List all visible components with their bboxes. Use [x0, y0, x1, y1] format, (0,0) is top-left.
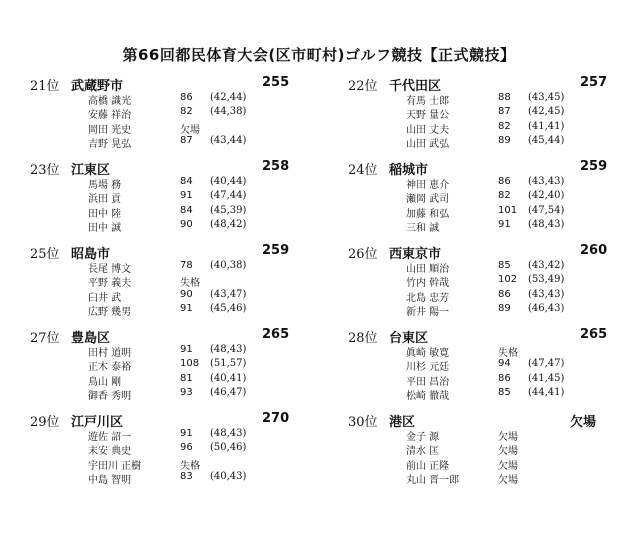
player-score: 82	[498, 190, 511, 202]
team-block	[30, 327, 320, 401]
team-rank: 25位	[30, 247, 60, 262]
player-row	[88, 442, 288, 456]
player-name: 安藤 祥治	[88, 110, 132, 122]
player-name: 長尾 博文	[88, 264, 132, 275]
player-row	[406, 205, 606, 219]
player-name: 田中 陸	[88, 208, 122, 220]
player-name: 末安 典史	[88, 446, 132, 458]
player-list	[406, 176, 606, 233]
player-name: 高橋 識光	[88, 96, 132, 107]
player-halves: (43,44)	[210, 134, 247, 146]
player-score: 82	[498, 120, 511, 132]
player-score: 86	[498, 288, 511, 300]
team-header	[348, 75, 638, 93]
team-header	[30, 411, 320, 429]
team-rank: 30位	[348, 415, 378, 430]
player-row	[406, 471, 606, 485]
team-total: 270	[262, 411, 290, 426]
player-row	[406, 344, 606, 358]
team-total: 260	[580, 243, 608, 258]
team-block	[348, 327, 638, 401]
player-halves: (50,46)	[210, 442, 247, 454]
player-row	[88, 219, 288, 233]
player-score: 欠場	[498, 460, 518, 472]
team-block	[348, 159, 638, 233]
team-name: 豊島区	[71, 331, 111, 346]
player-name: 平田 昌治	[406, 376, 450, 388]
player-halves: (43,42)	[528, 260, 565, 271]
player-score: 82	[180, 106, 193, 118]
player-row	[406, 373, 606, 387]
player-list	[88, 260, 288, 317]
player-name: 天野 量公	[406, 110, 450, 122]
player-score: 83	[180, 470, 193, 482]
player-score: 81	[180, 372, 193, 384]
team-rank: 27位	[30, 331, 60, 346]
team-block	[348, 243, 638, 317]
player-list	[406, 260, 606, 317]
player-name: 前山 正隆	[406, 460, 450, 472]
player-row	[88, 106, 288, 120]
player-row	[406, 358, 606, 372]
player-row	[406, 92, 606, 106]
player-halves: (40,44)	[210, 176, 247, 187]
player-row	[406, 121, 606, 135]
player-name: 松崎 徹哉	[406, 390, 450, 402]
team-rank: 28位	[348, 331, 378, 346]
player-name: 神田 恵介	[406, 180, 450, 191]
player-halves: (43,45)	[528, 92, 565, 103]
player-name: 宇田川 正樹	[88, 460, 142, 472]
player-name: 岡田 光史	[88, 124, 132, 136]
player-list	[406, 92, 606, 149]
player-halves: (42,44)	[210, 92, 247, 103]
player-halves: (44,38)	[210, 106, 247, 118]
player-row	[88, 176, 288, 190]
document-title: 第66回都民体育大会(区市町村)ゴルフ競技【正式競技】	[122, 46, 516, 64]
player-halves: (47,54)	[528, 204, 565, 216]
team-rank: 23位	[30, 163, 60, 178]
player-score: 86	[180, 92, 193, 103]
player-row	[406, 387, 606, 401]
player-name: 鳥山 剛	[88, 376, 122, 388]
player-halves: (45,39)	[210, 204, 247, 216]
player-halves: (40,38)	[210, 260, 247, 271]
player-halves: (48,43)	[210, 428, 247, 439]
player-score: 87	[180, 134, 193, 146]
player-halves: (43,43)	[528, 176, 565, 187]
player-name: 山田 順治	[406, 264, 450, 275]
player-name: 臼井 武	[88, 292, 122, 304]
team-total: 259	[580, 159, 608, 174]
player-halves: (46,43)	[528, 302, 565, 314]
player-score: 91	[180, 190, 193, 202]
player-halves: (45,46)	[210, 302, 247, 314]
player-name: 有馬 士郎	[406, 96, 450, 107]
player-score: 91	[498, 218, 511, 230]
player-halves: (43,43)	[528, 288, 565, 300]
team-rank: 24位	[348, 163, 378, 178]
player-halves: (53,49)	[528, 274, 565, 286]
team-name: 昭島市	[71, 247, 111, 262]
team-rank: 21位	[30, 79, 60, 94]
player-score: 96	[180, 442, 193, 454]
team-rank: 26位	[348, 247, 378, 262]
player-name: 馬場 務	[88, 180, 122, 191]
player-row	[88, 428, 288, 442]
player-name: 吉野 晃弘	[88, 138, 132, 150]
player-name: 新井 陽一	[406, 306, 450, 318]
player-score: 87	[498, 106, 511, 118]
player-score: 86	[498, 176, 511, 187]
player-score: 91	[180, 428, 193, 439]
player-score: 86	[498, 372, 511, 384]
team-total: 欠場	[570, 415, 597, 430]
player-score: 89	[498, 134, 511, 146]
team-header	[348, 243, 638, 261]
team-name: 西東京市	[389, 247, 442, 262]
player-row	[88, 344, 288, 358]
team-name: 千代田区	[389, 79, 442, 94]
player-score: 102	[498, 274, 518, 286]
player-score: 91	[180, 344, 193, 355]
player-row	[88, 260, 288, 274]
player-score: 90	[180, 288, 193, 300]
team-header	[30, 327, 320, 345]
player-name: 川杉 元廷	[406, 362, 450, 374]
player-name: 平野 義夫	[88, 278, 132, 290]
team-total: 255	[262, 75, 290, 90]
player-row	[406, 289, 606, 303]
team-name: 江戸川区	[71, 415, 124, 430]
team-rank: 29位	[30, 415, 60, 430]
team-name: 江東区	[71, 163, 111, 178]
player-halves: (48,42)	[210, 218, 247, 230]
player-row	[406, 176, 606, 190]
player-row	[406, 428, 606, 442]
player-halves: (44,41)	[528, 386, 565, 398]
team-total: 265	[580, 327, 608, 342]
player-name: 清水 匡	[406, 446, 440, 458]
player-row	[88, 135, 288, 149]
player-row	[88, 274, 288, 288]
team-total: 265	[262, 327, 290, 342]
player-row	[88, 358, 288, 372]
team-name: 稲城市	[389, 163, 429, 178]
team-total: 259	[262, 243, 290, 258]
team-rank: 22位	[348, 79, 378, 94]
player-row	[406, 135, 606, 149]
player-halves: (51,57)	[210, 358, 247, 370]
player-score: 欠場	[180, 124, 200, 136]
player-row	[88, 121, 288, 135]
player-score: 失格	[180, 278, 200, 290]
player-score: 失格	[498, 348, 518, 359]
player-list	[406, 428, 606, 485]
player-halves: (46,47)	[210, 386, 247, 398]
player-name: 竹内 幹哉	[406, 278, 450, 290]
player-score: 84	[180, 204, 193, 216]
player-row	[406, 106, 606, 120]
player-halves: (43,47)	[210, 288, 247, 300]
player-row	[406, 303, 606, 317]
team-header	[348, 411, 638, 429]
player-score: 78	[180, 260, 193, 271]
player-score: 欠場	[498, 446, 518, 458]
player-score: 89	[498, 302, 511, 314]
team-block	[348, 75, 638, 149]
team-header	[348, 327, 638, 345]
player-row	[88, 205, 288, 219]
player-name: 浜田 貢	[88, 194, 122, 206]
player-name: 田中 誠	[88, 222, 122, 234]
team-header	[30, 159, 320, 177]
player-name: 加藤 和弘	[406, 208, 450, 220]
player-row	[88, 190, 288, 204]
team-name: 武蔵野市	[71, 79, 124, 94]
player-score: 84	[180, 176, 193, 187]
player-halves: (42,40)	[528, 190, 565, 202]
player-name: 三和 誠	[406, 222, 440, 234]
player-score: 欠場	[498, 432, 518, 443]
player-row	[406, 442, 606, 456]
player-name: 山田 武弘	[406, 138, 450, 150]
player-row	[88, 471, 288, 485]
player-name: 丸山 晋一郎	[406, 474, 460, 486]
player-row	[88, 289, 288, 303]
team-header	[30, 75, 320, 93]
player-row	[406, 219, 606, 233]
player-halves: (45,44)	[528, 134, 565, 146]
team-name: 台東区	[389, 331, 429, 346]
team-block	[30, 243, 320, 317]
player-score: 失格	[180, 460, 200, 472]
player-list	[88, 92, 288, 149]
player-name: 田村 道明	[88, 348, 132, 359]
team-total: 258	[262, 159, 290, 174]
player-list	[88, 344, 288, 401]
player-name: 金子 源	[406, 432, 440, 443]
player-row	[88, 373, 288, 387]
player-list	[88, 428, 288, 485]
team-block	[30, 159, 320, 233]
player-score: 108	[180, 358, 200, 370]
player-halves: (48,43)	[528, 218, 565, 230]
team-block	[348, 411, 638, 485]
player-name: 中島 智明	[88, 474, 132, 486]
player-halves: (41,41)	[528, 120, 565, 132]
player-name: 眞崎 敏寛	[406, 348, 450, 359]
team-name: 港区	[389, 415, 416, 430]
player-row	[406, 190, 606, 204]
player-name: 遊佐 詔一	[88, 432, 132, 443]
player-halves: (47,47)	[528, 358, 565, 370]
player-name: 山田 丈夫	[406, 124, 450, 136]
player-score: 93	[180, 386, 193, 398]
player-row	[406, 457, 606, 471]
player-score: 101	[498, 204, 518, 216]
player-name: 正木 泰裕	[88, 362, 132, 374]
player-list	[88, 176, 288, 233]
player-score: 88	[498, 92, 511, 103]
player-score: 85	[498, 386, 511, 398]
player-score: 94	[498, 358, 511, 370]
team-block	[30, 75, 320, 149]
team-total: 257	[580, 75, 608, 90]
player-name: 広野 幾男	[88, 306, 132, 318]
team-header	[30, 243, 320, 261]
team-block	[30, 411, 320, 485]
player-list	[406, 344, 606, 401]
player-name: 御香 秀明	[88, 390, 132, 402]
team-header	[348, 159, 638, 177]
player-score: 85	[498, 260, 511, 271]
player-halves: (47,44)	[210, 190, 247, 202]
player-row	[88, 387, 288, 401]
player-halves: (40,43)	[210, 470, 247, 482]
player-score: 欠場	[498, 474, 518, 486]
player-row	[88, 92, 288, 106]
player-halves: (41,45)	[528, 372, 565, 384]
player-row	[406, 274, 606, 288]
player-halves: (40,41)	[210, 372, 247, 384]
player-row	[406, 260, 606, 274]
player-name: 北島 忠芳	[406, 292, 450, 304]
player-row	[88, 457, 288, 471]
player-halves: (48,43)	[210, 344, 247, 355]
player-score: 90	[180, 218, 193, 230]
player-halves: (42,45)	[528, 106, 565, 118]
player-name: 瀬岡 武司	[406, 194, 450, 206]
player-score: 91	[180, 302, 193, 314]
player-row	[88, 303, 288, 317]
